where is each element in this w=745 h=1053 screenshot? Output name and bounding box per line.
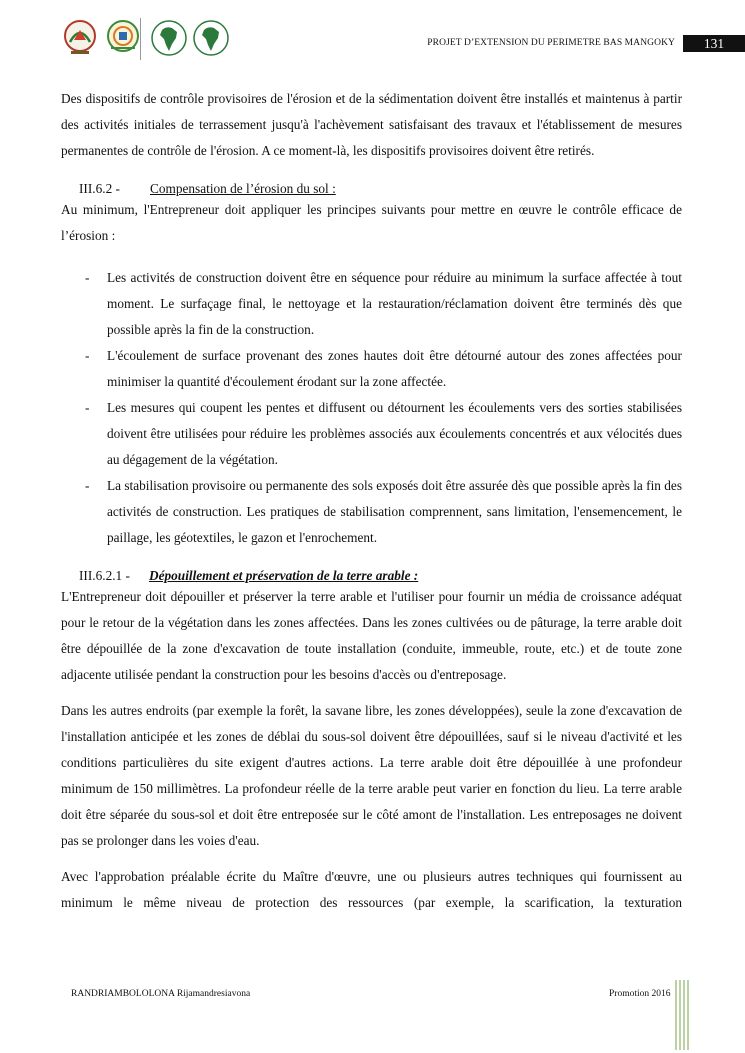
africa-fund-logo-icon [192, 18, 230, 58]
section-heading-3-6-2 [61, 180, 682, 197]
body-paragraph: Avec l'approbation préalable écrite du Maître d'œuvre, une ou plusieurs autres techniques qui fournissent au minimum le même niveau de protection des ressources (par exemple, la scarification, la texturation [61, 869, 682, 910]
list-item [61, 265, 682, 343]
bullet-dash: - [85, 270, 90, 285]
section-lead-paragraph: Au minimum, l'Entrepreneur doit appliquer les principes suivants pour mettre en œuvre le contrôle efficace de l’érosion : [61, 202, 682, 243]
list-item [61, 395, 682, 473]
school-seal-icon [106, 18, 140, 58]
header-project-title: PROJET D’EXTENSION DU PERIMETRE BAS MANGOKY [427, 38, 675, 48]
university-logo-icon [62, 18, 98, 58]
list-item-text: L'écoulement de surface provenant des zones hautes doit être détourné autour des zones affectées pour minimiser la quantité d'écoulement érodant sur la zone affectée. [107, 348, 682, 389]
bullet-dash: - [85, 348, 90, 363]
bullet-dash: - [85, 400, 90, 415]
body-paragraph: L'Entrepreneur doit dépouiller et préserver la terre arable et l'utiliser pour fournir un média de croissance adéquat pour le retour de la végétation dans les zones affectées. Dans les zones cultivées ou de pâturage, la terre arable doit être dépouillée de la zone d'excavation de toute installation (conduite, immeuble, route, etc.) et de toute zone adjacente utilisée pendant la construction pour les besoins d'accès ou d'entreposage. [61, 589, 682, 682]
principles-list [61, 265, 682, 551]
logo-divider [140, 18, 141, 60]
body-paragraph: Dans les autres endroits (par exemple la forêt, la savane libre, les zones développées), seule la zone d'excavation de l'installation anticipée et les zones de déblai du sous-sol doivent être dépouillées, sauf si le niveau d'activité et les conditions particulières du site exigent d'autres actions. La terre arable doit être dépouillée à une profondeur minimum de 150 millimètres. La profondeur réelle de la terre arable peut varier en fonction du lieu. La terre arable doit être séparée du sous-sol et doit être entreposée sur le côté amont de l'installation. Les entreposages ne doivent pas se prolonger dans les voies d'eau. [61, 703, 682, 848]
section-number: III.6.2 - [79, 181, 120, 196]
section-heading-3-6-2-1 [61, 567, 682, 584]
africa-bank-logo-icon [150, 18, 188, 58]
list-item-text: La stabilisation provisoire ou permanente des sols exposés doit être assurée dès que possible après la fin des activités de construction. Les pratiques de stabilisation comprennent, sans limitation, l'ensemencement, le paillage, les géotextiles, le gazon et l'enrochement. [107, 478, 682, 545]
intro-paragraph: Des dispositifs de contrôle provisoires de l'érosion et de la sédimentation doivent être installés et maintenus à partir des activités initiales de terrassement jusqu'à l'achèvement satisfaisant des travaux et l'établissement de mesures permanentes de contrôle de l'érosion. A ce moment-là, les dispositifs provisoires doivent être retirés. [61, 91, 682, 158]
footer-author: RANDRIAMBOLOLONA Rijamandresiavona [71, 989, 251, 999]
subsection-title: Dépouillement et préservation de la terre arable : [149, 568, 419, 583]
subsection-number: III.6.2.1 - [79, 568, 130, 583]
list-item [61, 343, 682, 395]
list-item-text: Les mesures qui coupent les pentes et diffusent ou détournent les écoulements vers des sorties stabilisées doivent être utilisées pour réduire les problèmes associés aux écoulements concentrés et aux vélocités dues au dégagement de la végétation. [107, 400, 682, 467]
list-item [61, 473, 682, 551]
list-item-text: Les activités de construction doivent être en séquence pour réduire au minimum la surface affectée à tout moment. Le surfaçage final, le nettoyage et la restauration/réclamation doivent être terminés dès que possible après la fin de la construction. [107, 270, 682, 337]
section-title: Compensation de l’érosion du sol : [150, 181, 336, 196]
footer-promotion: Promotion 2016 [609, 989, 671, 999]
bullet-dash: - [85, 478, 90, 493]
footer-decorative-lines [674, 980, 690, 1050]
page-body [61, 86, 682, 916]
page-number: 131 [683, 35, 745, 52]
